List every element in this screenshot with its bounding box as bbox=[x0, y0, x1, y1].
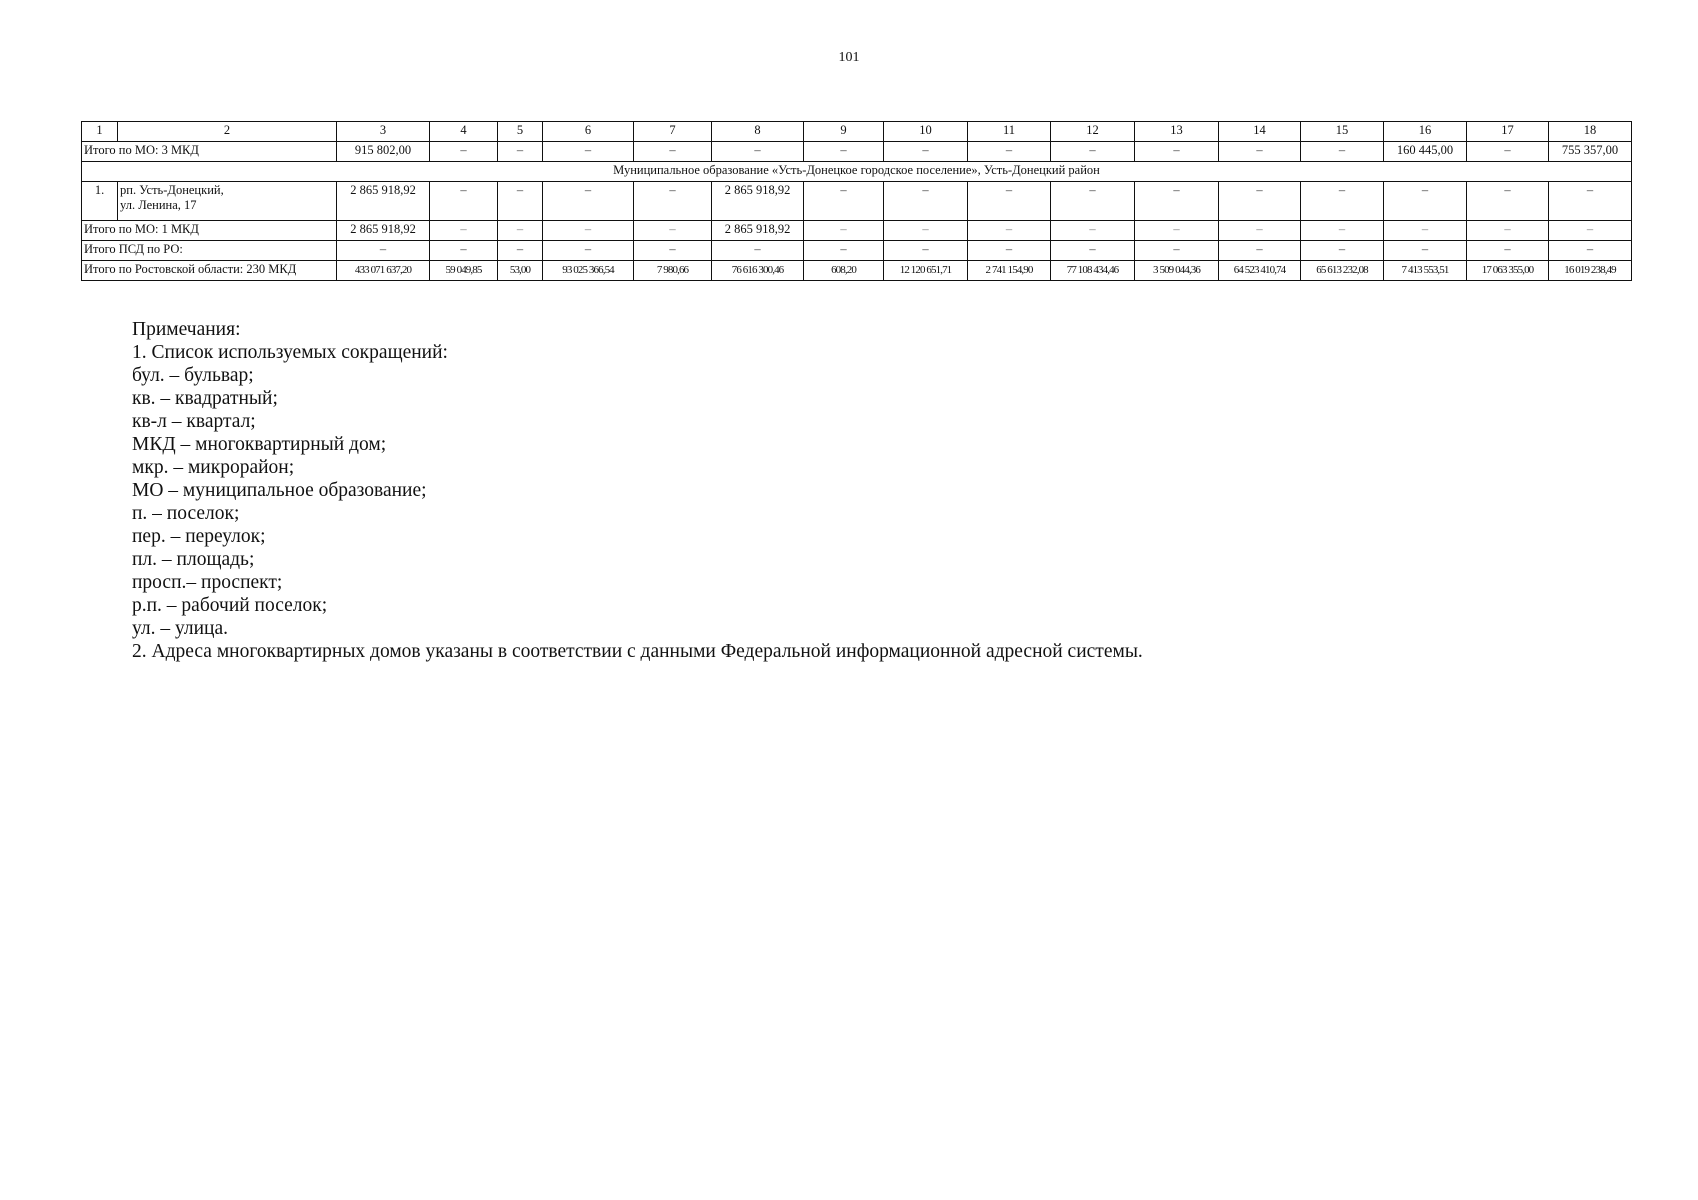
column-number: 3 bbox=[337, 122, 430, 142]
row-label: Итого по Ростовской области: 230 МКД bbox=[82, 261, 337, 281]
table-cell: – bbox=[1384, 241, 1467, 261]
table-cell: – bbox=[1051, 241, 1135, 261]
table-row-total-psd bbox=[82, 241, 1632, 261]
table-cell: – bbox=[498, 241, 543, 261]
table-cell: – bbox=[1384, 221, 1467, 241]
table-cell: 59 049,85 bbox=[430, 261, 498, 281]
table-cell: – bbox=[1219, 241, 1301, 261]
row-label: Итого по МО: 3 МКД bbox=[82, 142, 337, 162]
table-cell: – bbox=[884, 221, 968, 241]
abbreviation-item: ул. – улица. bbox=[132, 618, 229, 639]
table-cell: – bbox=[1051, 142, 1135, 162]
table-cell: 433 071 637,20 bbox=[337, 261, 430, 281]
table-cell: – bbox=[1467, 142, 1549, 162]
table-cell: – bbox=[968, 221, 1051, 241]
table-row-total-mo bbox=[82, 221, 1632, 241]
table-cell: – bbox=[1301, 241, 1384, 261]
table-cell: – bbox=[804, 241, 884, 261]
table-cell: – bbox=[430, 182, 498, 221]
abbreviation-item: кв-л – квартал; bbox=[132, 411, 256, 432]
column-number: 17 bbox=[1467, 122, 1549, 142]
table-cell: – bbox=[968, 142, 1051, 162]
column-number: 15 bbox=[1301, 122, 1384, 142]
table-cell: 7 413 553,51 bbox=[1384, 261, 1467, 281]
column-number: 10 bbox=[884, 122, 968, 142]
abbreviation-item: пл. – площадь; bbox=[132, 549, 255, 570]
table-cell: 65 613 232,08 bbox=[1301, 261, 1384, 281]
table-cell: – bbox=[498, 142, 543, 162]
table-cell: 608,20 bbox=[804, 261, 884, 281]
table-cell: – bbox=[1051, 182, 1135, 221]
column-number: 2 bbox=[118, 122, 337, 142]
table-cell: – bbox=[543, 182, 634, 221]
table-cell: – bbox=[1219, 221, 1301, 241]
table-cell: – bbox=[884, 142, 968, 162]
table-cell: – bbox=[968, 182, 1051, 221]
table-cell: – bbox=[1219, 142, 1301, 162]
notes-title: Примечания: bbox=[132, 319, 241, 340]
table-cell: 2 865 918,92 bbox=[712, 221, 804, 241]
table-row-item bbox=[82, 182, 1632, 221]
table-cell: – bbox=[337, 241, 430, 261]
table-cell: 16 019 238,49 bbox=[1549, 261, 1632, 281]
notes-item: 1. Список используемых сокращений: bbox=[132, 342, 448, 363]
table-cell: – bbox=[1549, 221, 1632, 241]
table-cell: – bbox=[634, 182, 712, 221]
abbreviation-item: мкр. – микрорайон; bbox=[132, 457, 295, 478]
column-number: 11 bbox=[968, 122, 1051, 142]
table-row-total-region bbox=[82, 261, 1632, 281]
table-cell: – bbox=[804, 142, 884, 162]
table-cell: 17 063 355,00 bbox=[1467, 261, 1549, 281]
table-cell: – bbox=[1051, 221, 1135, 241]
table-cell: – bbox=[543, 221, 634, 241]
table-cell: 915 802,00 bbox=[337, 142, 430, 162]
table-cell: – bbox=[1467, 241, 1549, 261]
table-cell: 12 120 651,71 bbox=[884, 261, 968, 281]
column-number: 6 bbox=[543, 122, 634, 142]
row-label: Итого ПСД по РО: bbox=[82, 241, 337, 261]
table-cell: – bbox=[884, 182, 968, 221]
table-cell: – bbox=[498, 182, 543, 221]
table-cell: – bbox=[804, 221, 884, 241]
table-cell: – bbox=[430, 142, 498, 162]
table-cell: 3 509 044,36 bbox=[1135, 261, 1219, 281]
table-cell: 76 616 300,46 bbox=[712, 261, 804, 281]
table-cell: 7 980,66 bbox=[634, 261, 712, 281]
table-cell: – bbox=[1301, 221, 1384, 241]
table-cell: – bbox=[1301, 142, 1384, 162]
table-cell: – bbox=[712, 142, 804, 162]
abbreviation-item: МКД – многоквартирный дом; bbox=[132, 434, 387, 455]
column-number: 4 bbox=[430, 122, 498, 142]
table-cell: 53,00 bbox=[498, 261, 543, 281]
table-cell: – bbox=[884, 241, 968, 261]
table-cell: 64 523 410,74 bbox=[1219, 261, 1301, 281]
table-cell: – bbox=[543, 142, 634, 162]
table-cell: – bbox=[1549, 241, 1632, 261]
column-number: 13 bbox=[1135, 122, 1219, 142]
abbreviation-item: кв. – квадратный; bbox=[132, 388, 278, 409]
table-cell: 2 741 154,90 bbox=[968, 261, 1051, 281]
table-cell: – bbox=[1135, 142, 1219, 162]
table-cell: – bbox=[1549, 182, 1632, 221]
address-line: рп. Усть-Донецкий, bbox=[120, 183, 224, 197]
table-cell: – bbox=[1384, 182, 1467, 221]
table-cell: – bbox=[712, 241, 804, 261]
row-label: Итого по МО: 1 МКД bbox=[82, 221, 337, 241]
column-number: 14 bbox=[1219, 122, 1301, 142]
table-cell: 2 865 918,92 bbox=[337, 221, 430, 241]
page-number: 101 bbox=[838, 50, 860, 65]
column-number: 7 bbox=[634, 122, 712, 142]
column-number: 18 bbox=[1549, 122, 1632, 142]
table-cell: 160 445,00 bbox=[1384, 142, 1467, 162]
abbreviation-item: МО – муниципальное образование; bbox=[132, 480, 427, 501]
table-cell: – bbox=[804, 182, 884, 221]
table-cell: 2 865 918,92 bbox=[712, 182, 804, 221]
address-cell bbox=[118, 182, 337, 221]
address-line: ул. Ленина, 17 bbox=[120, 198, 197, 212]
table-cell: 93 025 366,54 bbox=[543, 261, 634, 281]
abbreviation-item: бул. – бульвар; bbox=[132, 365, 254, 386]
column-number: 8 bbox=[712, 122, 804, 142]
table-cell: – bbox=[543, 241, 634, 261]
table-cell: – bbox=[634, 221, 712, 241]
table-section-row bbox=[82, 162, 1632, 182]
table-cell: – bbox=[1219, 182, 1301, 221]
table-cell: – bbox=[968, 241, 1051, 261]
table-cell: – bbox=[1135, 241, 1219, 261]
table-cell: – bbox=[430, 241, 498, 261]
column-number: 12 bbox=[1051, 122, 1135, 142]
table-header-row bbox=[82, 122, 1632, 142]
abbreviation-item: пер. – переулок; bbox=[132, 526, 266, 547]
table-cell: 755 357,00 bbox=[1549, 142, 1632, 162]
abbreviation-item: просп.– проспект; bbox=[132, 572, 283, 593]
table-row-total-prev-mo bbox=[82, 142, 1632, 162]
table-cell: – bbox=[634, 142, 712, 162]
notes-block bbox=[132, 318, 1143, 663]
table-cell: – bbox=[1135, 182, 1219, 221]
column-number: 9 bbox=[804, 122, 884, 142]
table-cell: – bbox=[1135, 221, 1219, 241]
table-cell: – bbox=[1301, 182, 1384, 221]
abbreviation-item: р.п. – рабочий поселок; bbox=[132, 595, 328, 616]
table-cell: – bbox=[634, 241, 712, 261]
row-number: 1. bbox=[82, 182, 118, 221]
column-number: 5 bbox=[498, 122, 543, 142]
column-number: 16 bbox=[1384, 122, 1467, 142]
column-number: 1 bbox=[82, 122, 118, 142]
table-cell: 77 108 434,46 bbox=[1051, 261, 1135, 281]
report-table bbox=[81, 121, 1632, 281]
table-cell: 2 865 918,92 bbox=[337, 182, 430, 221]
table-cell: – bbox=[498, 221, 543, 241]
table-cell: – bbox=[1467, 182, 1549, 221]
section-title: Муниципальное образование «Усть-Донецкое городское поселение», Усть-Донецкий район bbox=[82, 162, 1632, 182]
notes-item: 2. Адреса многоквартирных домов указаны в соответствии с данными Федеральной информационной адресной системы. bbox=[132, 641, 1143, 662]
table-cell: – bbox=[430, 221, 498, 241]
abbreviation-item: п. – поселок; bbox=[132, 503, 240, 524]
table-cell: – bbox=[1467, 221, 1549, 241]
